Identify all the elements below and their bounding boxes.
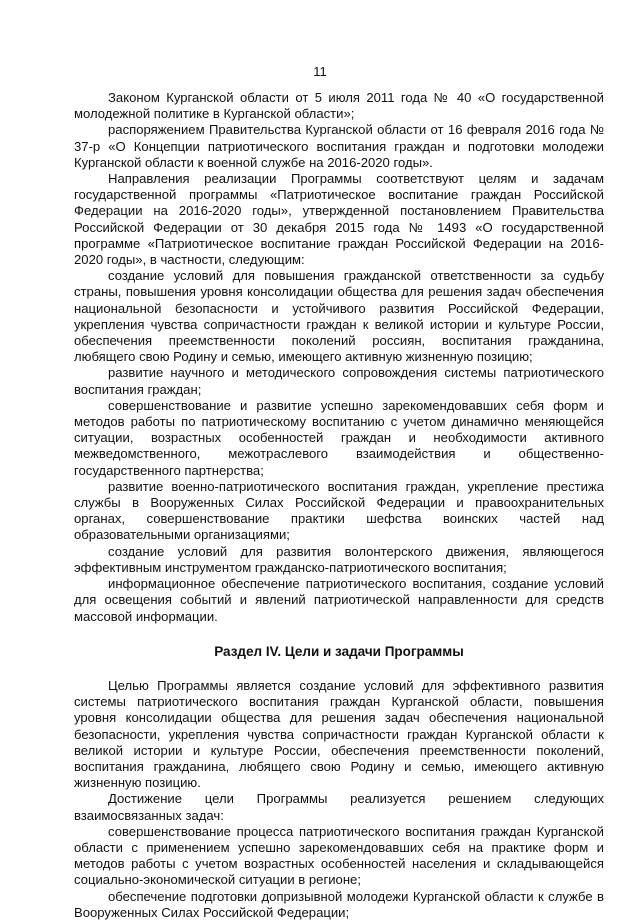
- paragraph-task-process: совершенствование процесса патриотического воспитания граждан Курганской области с применением успешно зарекомендовавших себя на практике форм и методов работы с учетом возрастных особенностей населения и складывающейся социально-экономической ситуации в регионе;: [74, 823, 604, 888]
- paragraph-item-methods: совершенствование и развитие успешно зарекомендовавших себя форм и методов работы по патриотическому воспитанию с учетом динамично меняющейся ситуации, возрастных особенностей граждан и необходимости активного межведомственного, межотраслевого взаимодействия и общественно-государственного партнерства;: [74, 397, 604, 478]
- paragraph-item-volunteer: создание условий для развития волонтерского движения, являющегося эффективным инструментом гражданско-патриотического воспитания;: [74, 543, 604, 575]
- paragraph-item-scientific: развитие научного и методического сопровождения системы патриотического воспитания граждан;: [74, 365, 604, 397]
- section-heading: Раздел IV. Цели и задачи Программы: [214, 643, 464, 659]
- paragraph-law-40: Законом Курганской области от 5 июля 2011 года № 40 «О государственной молодежной политике в Курганской области»;: [74, 90, 604, 122]
- paragraph-directions: Направления реализации Программы соответствуют целям и задачам государственной программы «Патриотическое воспитание граждан Российской Федерации на 2016-2020 годы», утвержденной постановлением Правительства Российской Федерации от 30 декабря 2015 года № 1493 «О государственной программе «Патриотическое воспитание граждан Российской Федерации на 2016-2020 годы», в частности, следующим:: [74, 171, 604, 268]
- paragraph-goal: Целью Программы является создание условий для эффективного развития системы патриотического воспитания граждан Курганской области, повышения уровня консолидации общества для решения задач обеспечения национальной безопасности, укрепления чувства сопричастности граждан Курганской области к великой истории и культуре России, обеспечения преемственности поколений, воспитания гражданина, любящего свою Родину и семью, имеющего активную жизненную позицию.: [74, 677, 604, 791]
- paragraph-item-responsibility: создание условий для повышения гражданской ответственности за судьбу страны, повышения уровня консолидации общества для решения задач обеспечения национальной безопасности и устойчивого развития Российской Федерации, укрепления чувства сопричастности граждан к великой истории и культуре России, обеспечения преемственности поколений россиян, воспитания гражданина, любящего свою Родину и семью, имеющего активную жизненную позицию;: [74, 268, 604, 365]
- paragraph-task-preconscription: обеспечение подготовки допризывной молодежи Курганской области к службе в Вооруженных Силах Российской Федерации;: [74, 888, 604, 920]
- document-body: [74, 90, 604, 921]
- page-number: 11: [313, 64, 327, 79]
- paragraph-tasks-intro: Достижение цели Программы реализуется решением следующих взаимосвязанных задач:: [74, 791, 604, 823]
- paragraph-order-37r: распоряжением Правительства Курганской области от 16 февраля 2016 года № 37-р «О Концепции патриотического воспитания граждан и подготовки молодежи Курганской области к военной службе на 2016-2020 годы».: [74, 122, 604, 170]
- paragraph-item-military: развитие военно-патриотического воспитания граждан, укрепление престижа службы в Вооруженных Силах Российской Федерации и правоохранительных органах, совершенствование практики шефства воинских частей над образовательными организациями;: [74, 478, 604, 543]
- paragraph-item-information: информационное обеспечение патриотического воспитания, создание условий для освещения событий и явлений патриотической направленности для средств массовой информации.: [74, 576, 604, 624]
